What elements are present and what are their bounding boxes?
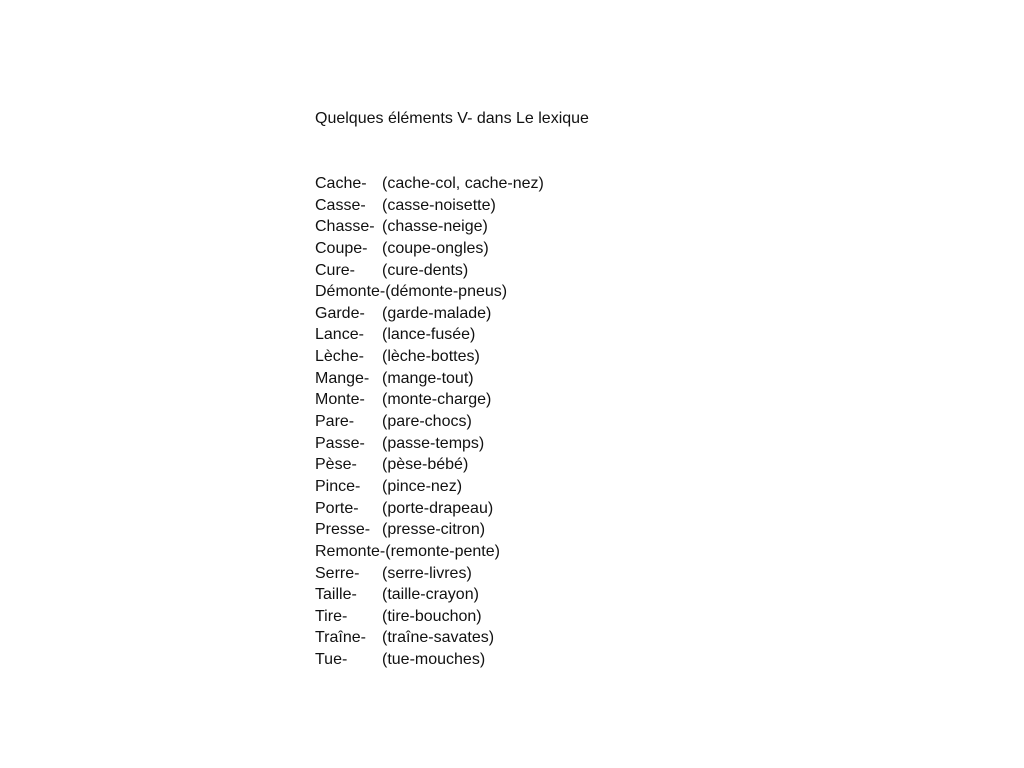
entry-example: (tire-bouchon) (382, 607, 482, 625)
entry-prefix: Pèse- (315, 456, 357, 474)
entry-example: (presse-citron) (382, 521, 486, 539)
entry-example: (serre-livres) (382, 564, 472, 582)
list-item (315, 476, 735, 498)
entry-prefix: Porte- (315, 499, 359, 517)
entry-prefix: Taille- (315, 586, 357, 604)
entry-example: (chasse-neige) (382, 218, 488, 236)
entry-prefix: Chasse- (315, 218, 375, 236)
page-title: Quelques éléments V- dans Le lexique (315, 110, 589, 127)
entry-example: (cure-dents) (382, 261, 469, 279)
entry-prefix: Coupe- (315, 239, 368, 257)
entry-prefix: Tire- (315, 607, 348, 625)
entry-prefix: Traîne- (315, 629, 366, 647)
list-item (315, 519, 735, 541)
entry-example: (monte-charge) (382, 391, 492, 409)
list-item (315, 433, 735, 455)
entry-list (315, 173, 735, 671)
entry-prefix: Serre- (315, 564, 360, 582)
list-item (315, 281, 735, 303)
entry-prefix: Démonte- (315, 283, 386, 301)
entry-example: (taille-crayon) (382, 586, 479, 604)
list-item (315, 389, 735, 411)
entry-example: (passe-temps) (382, 434, 485, 452)
entry-prefix: Lance- (315, 326, 364, 344)
list-item (315, 541, 735, 563)
list-item (315, 324, 735, 346)
list-item (315, 238, 735, 260)
entry-prefix: Casse- (315, 196, 366, 214)
entry-prefix: Lèche- (315, 348, 364, 366)
list-item (315, 260, 735, 282)
entry-prefix: Remonte- (315, 542, 386, 560)
list-item (315, 498, 735, 520)
entry-example: (lance-fusée) (382, 326, 476, 344)
entry-example: (lèche-bottes) (382, 348, 480, 366)
list-item (315, 303, 735, 325)
list-item (315, 606, 735, 628)
entry-example: (pare-chocs) (382, 413, 472, 431)
entry-example: (pince-nez) (382, 477, 463, 495)
list-item (315, 195, 735, 217)
entry-example: (tue-mouches) (382, 651, 486, 669)
list-item (315, 173, 735, 195)
entry-example: (traîne-savates) (382, 629, 495, 647)
entry-prefix: Garde- (315, 304, 365, 322)
entry-prefix: Mange- (315, 369, 370, 387)
list-item (315, 584, 735, 606)
list-item (315, 216, 735, 238)
entry-prefix: Pince- (315, 477, 361, 495)
list-item (315, 454, 735, 476)
list-item (315, 649, 735, 671)
list-item (315, 627, 735, 649)
entry-prefix: Cure- (315, 261, 356, 279)
entry-example: (pèse-bébé) (382, 456, 469, 474)
list-item (315, 411, 735, 433)
entry-example: (cache-col, cache-nez) (382, 175, 544, 192)
entry-example: (coupe-ongles) (382, 239, 489, 257)
entry-example: (démonte-pneus) (385, 283, 508, 301)
entry-prefix: Passe- (315, 434, 365, 452)
entry-prefix: Tue- (315, 651, 348, 669)
entry-prefix: Monte- (315, 391, 365, 409)
entry-example: (mange-tout) (382, 369, 474, 387)
list-item (315, 563, 735, 585)
list-item (315, 368, 735, 390)
entry-prefix: Pare- (315, 413, 355, 431)
entry-example: (porte-drapeau) (382, 499, 494, 517)
list-item (315, 346, 735, 368)
entry-prefix: Cache- (315, 175, 367, 192)
entry-example: (casse-noisette) (382, 196, 496, 214)
entry-example: (remonte-pente) (385, 542, 500, 560)
entry-prefix: Presse- (315, 521, 371, 539)
entry-example: (garde-malade) (382, 304, 492, 322)
